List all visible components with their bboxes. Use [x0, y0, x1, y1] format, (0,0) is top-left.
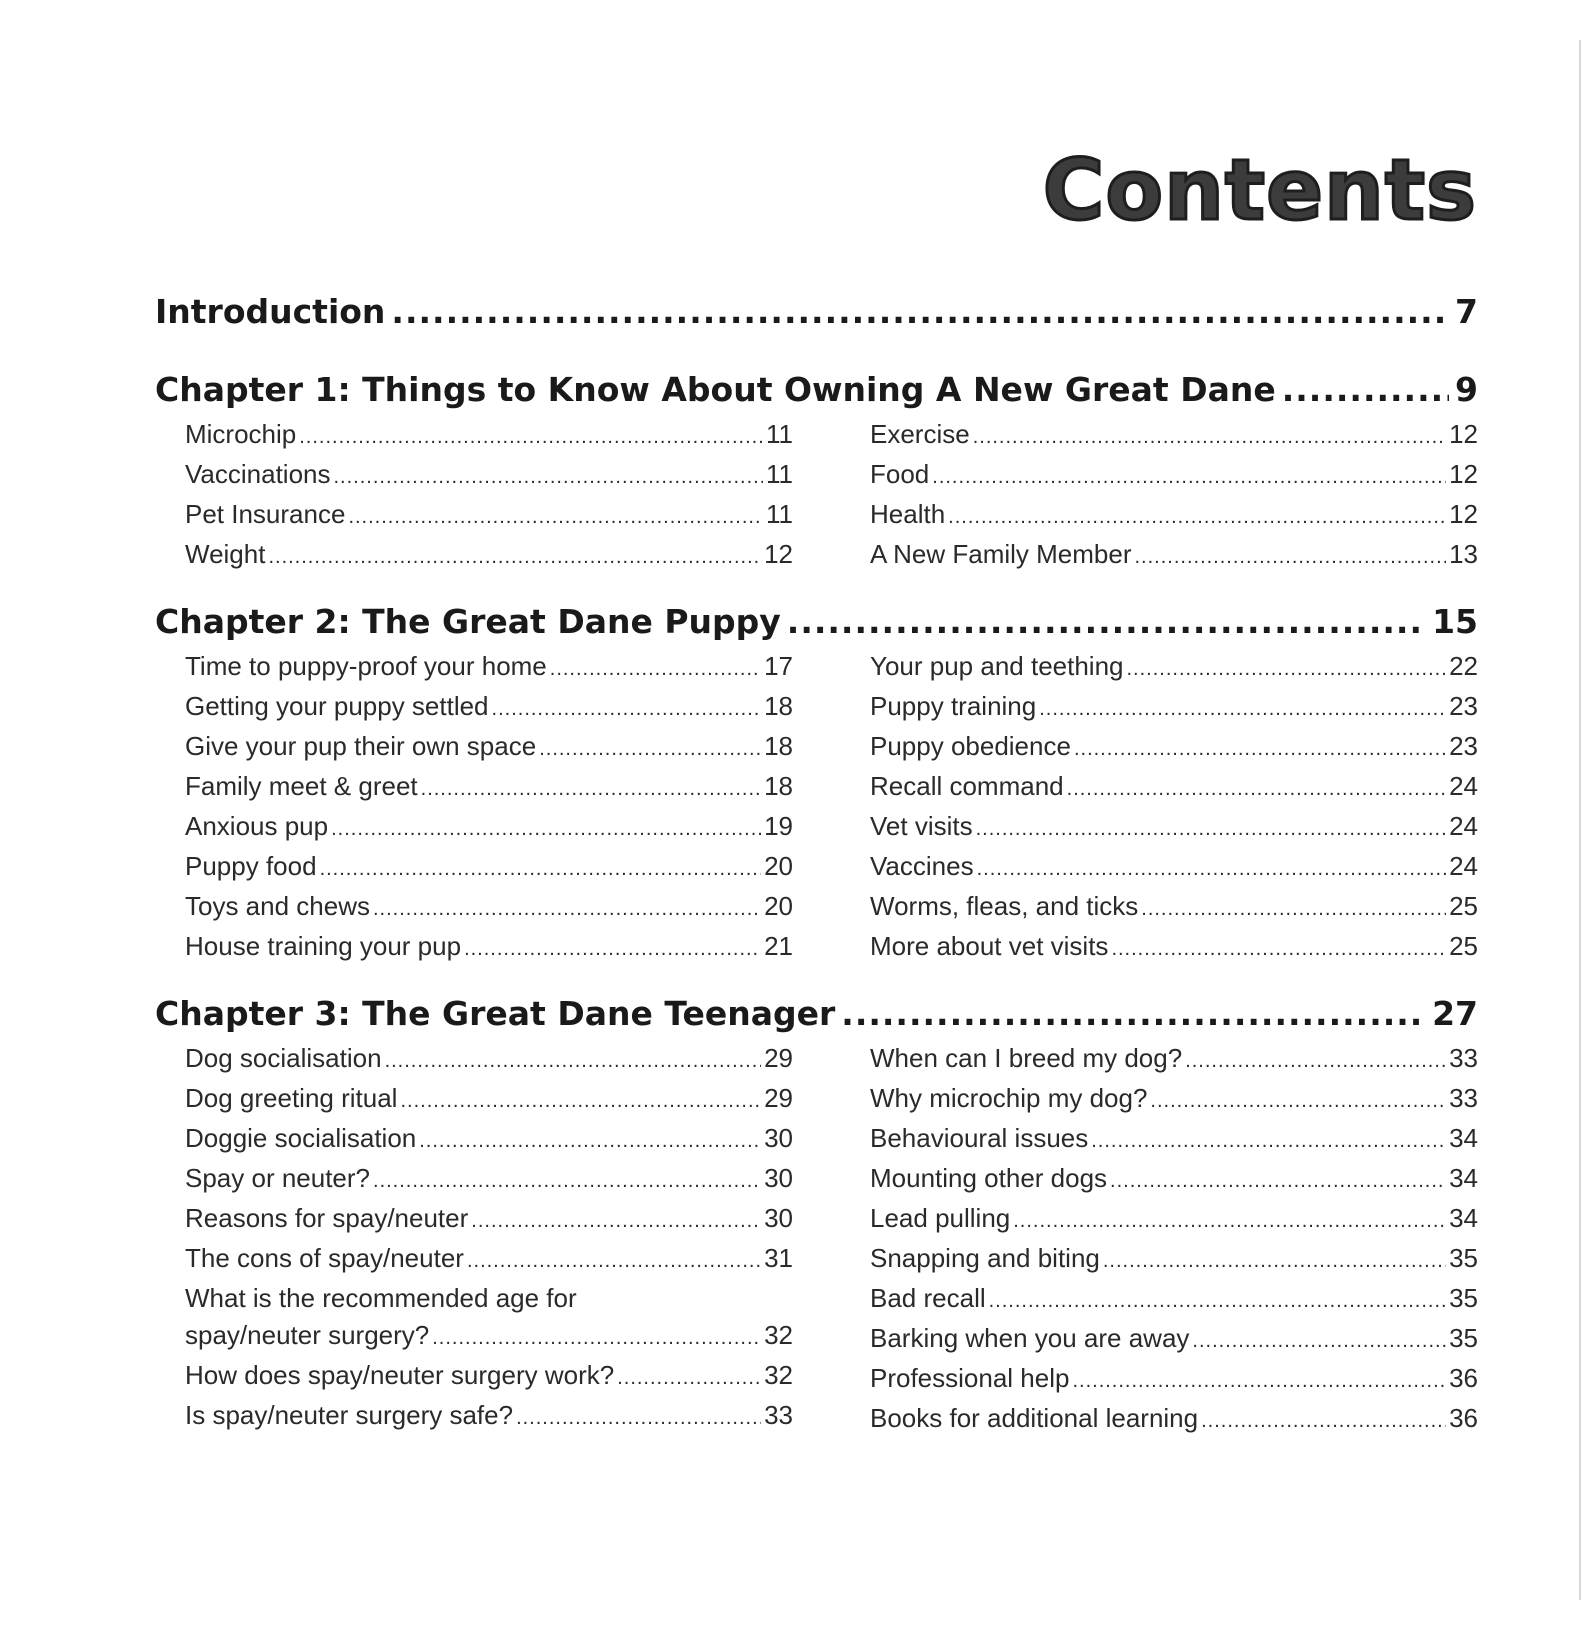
toc-entry-page: 13: [1449, 539, 1478, 569]
dot-leader: [299, 419, 763, 456]
toc-entry[interactable]: [185, 848, 793, 888]
toc-entry-label: How does spay/neuter surgery work?: [185, 1360, 615, 1390]
toc-entry-page: 36: [1449, 1363, 1478, 1393]
toc-entries-chapter-2: [155, 648, 1478, 968]
dot-leader: [1103, 1243, 1446, 1280]
toc-entry[interactable]: [870, 1160, 1478, 1200]
dot-leader: [948, 499, 1446, 536]
toc-heading-page: 15: [1432, 602, 1478, 641]
toc-entry-label: Spay or neuter?: [185, 1163, 371, 1193]
toc-entry[interactable]: [870, 848, 1478, 888]
toc-entry-label: Family meet & greet: [185, 771, 418, 801]
dot-leader: [1039, 691, 1446, 728]
toc-entry[interactable]: [870, 416, 1478, 456]
toc-entry-label: A New Family Member: [870, 539, 1132, 569]
toc-entry[interactable]: [870, 648, 1478, 688]
toc-heading-page: 9: [1455, 370, 1478, 409]
toc-entry-page: 11: [766, 499, 793, 529]
dot-leader: [1111, 931, 1446, 968]
toc-entry-label: Getting your puppy settled: [185, 691, 489, 721]
toc-entry-label: Is spay/neuter surgery safe?: [185, 1400, 514, 1430]
toc-entry[interactable]: [185, 496, 793, 536]
toc-entry-page: 21: [764, 931, 793, 961]
toc-section-chapter-1: [155, 368, 1478, 576]
toc-entry-page: 11: [766, 419, 793, 449]
dot-leader: [334, 459, 764, 496]
dot-leader: [268, 539, 761, 576]
toc-entry-page: 18: [764, 731, 793, 761]
toc-entry-label: Dog greeting ritual: [185, 1083, 398, 1113]
dot-leader: [467, 1243, 761, 1280]
dot-leader: [421, 771, 761, 808]
toc-entry-label: Your pup and teething: [870, 651, 1124, 681]
dot-leader: [932, 459, 1446, 496]
toc-heading-label: Chapter 2: The Great Dane Puppy: [155, 602, 781, 641]
dot-leader: [348, 499, 763, 536]
toc-entry[interactable]: [185, 808, 793, 848]
toc-entry-page: 29: [764, 1043, 793, 1073]
toc-section-chapter-2: [155, 600, 1478, 968]
dot-leader: [1135, 539, 1447, 576]
toc-entry-label: Exercise: [870, 419, 970, 449]
toc-entry-page: 35: [1449, 1243, 1478, 1273]
toc-entry-label: Barking when you are away: [870, 1323, 1190, 1353]
toc-entry[interactable]: [870, 808, 1478, 848]
toc-entry-label: Health: [870, 499, 946, 529]
toc-entry-label: Vaccinations: [185, 459, 331, 489]
dot-leader: [841, 992, 1426, 1036]
toc-entry[interactable]: [870, 1360, 1478, 1400]
toc-entry-page: 24: [1449, 851, 1478, 881]
toc-entry-label: Vaccines: [870, 851, 974, 881]
toc-entry[interactable]: [870, 1320, 1478, 1360]
toc-entry-label: Behavioural issues: [870, 1123, 1089, 1153]
page-edge-shadow: [1579, 40, 1581, 1600]
toc-heading-page: 7: [1455, 292, 1478, 331]
toc-entry-page: 33: [1449, 1043, 1478, 1073]
toc-entry-page: 31: [764, 1243, 793, 1273]
toc-column-left: [185, 648, 793, 968]
toc-entry[interactable]: [185, 1080, 793, 1120]
toc-entry-page: 17: [764, 651, 793, 681]
toc-entry-label: Lead pulling: [870, 1203, 1011, 1233]
toc-entry-label: Puppy food: [185, 851, 317, 881]
toc-heading-chapter-2[interactable]: [155, 600, 1478, 644]
dot-leader: [1072, 1363, 1446, 1400]
dot-leader: [391, 290, 1449, 334]
toc-heading-label: Chapter 3: The Great Dane Teenager: [155, 994, 836, 1033]
toc-entry[interactable]: [185, 1160, 793, 1200]
toc-entry-page: 34: [1449, 1163, 1478, 1193]
toc-entry-label-line-1: What is the recommended age for: [185, 1283, 577, 1313]
dot-leader: [516, 1400, 761, 1437]
toc-entry[interactable]: [870, 1040, 1478, 1080]
toc-entry[interactable]: [185, 1357, 793, 1397]
dot-leader: [432, 1320, 761, 1357]
toc-entry-label: Dog socialisation: [185, 1043, 382, 1073]
toc-entry-label: Toys and chews: [185, 891, 370, 921]
toc-entry-page: 12: [1449, 459, 1478, 489]
toc-entry[interactable]: [870, 496, 1478, 536]
toc-column-right: [870, 1040, 1478, 1440]
toc-entry-label: Reasons for spay/neuter: [185, 1203, 469, 1233]
dot-leader: [1067, 771, 1446, 808]
toc-entry-line-2: [185, 1317, 793, 1357]
dot-leader: [977, 851, 1447, 888]
toc-entry-page: 18: [764, 691, 793, 721]
toc-entry-page: 23: [1449, 691, 1478, 721]
toc-entry-label: Doggie socialisation: [185, 1123, 417, 1153]
toc-entry-label: Worms, fleas, and ticks: [870, 891, 1139, 921]
dot-leader: [1141, 891, 1446, 928]
toc-entry[interactable]: [870, 1200, 1478, 1240]
toc-entry[interactable]: [185, 416, 793, 456]
toc-heading-introduction[interactable]: [155, 290, 1478, 334]
toc-entry-label: Bad recall: [870, 1283, 986, 1313]
dot-leader: [787, 600, 1426, 644]
dot-leader: [976, 811, 1446, 848]
dot-leader: [1074, 731, 1446, 768]
toc-entry-label: Anxious pup: [185, 811, 329, 841]
toc-entry-page: 33: [1449, 1083, 1478, 1113]
dot-leader: [400, 1083, 761, 1120]
toc-entry[interactable]: [185, 888, 793, 928]
toc-entry[interactable]: [185, 1040, 793, 1080]
toc-heading-page: 27: [1432, 994, 1478, 1033]
toc-entry[interactable]: [185, 648, 793, 688]
toc-entry-label: Recall command: [870, 771, 1064, 801]
toc-entry[interactable]: [185, 1200, 793, 1240]
toc-entry-page: 20: [764, 891, 793, 921]
toc-entry[interactable]: [870, 1280, 1478, 1320]
dot-leader: [550, 651, 761, 688]
toc-entry[interactable]: [870, 1120, 1478, 1160]
toc-entry-page: 33: [764, 1400, 793, 1430]
dot-leader: [1201, 1403, 1446, 1440]
toc-entry-label: Microchip: [185, 419, 297, 449]
toc-entry-label: Puppy training: [870, 691, 1037, 721]
toc-entry-label: Vet visits: [870, 811, 973, 841]
dot-leader: [973, 419, 1446, 456]
toc-entry[interactable]: [870, 1080, 1478, 1120]
toc-entry[interactable]: [185, 688, 793, 728]
toc-entry-label: Give your pup their own space: [185, 731, 537, 761]
dot-leader: [419, 1123, 761, 1160]
toc-heading-chapter-1[interactable]: [155, 368, 1478, 412]
dot-leader: [1192, 1323, 1446, 1360]
toc-entry-page: 24: [1449, 771, 1478, 801]
toc-column-left: [185, 416, 793, 576]
toc-entry[interactable]: [185, 928, 793, 968]
toc-entry-page: 12: [764, 539, 793, 569]
toc-heading-chapter-3[interactable]: [155, 992, 1478, 1036]
dot-leader: [1110, 1163, 1446, 1200]
dot-leader: [539, 731, 761, 768]
dot-leader: [373, 1163, 761, 1200]
toc-entry-label: Snapping and biting: [870, 1243, 1100, 1273]
page-title: Contents: [1042, 141, 1477, 239]
toc-entry[interactable]: [870, 1400, 1478, 1440]
toc-entry-page: 36: [1449, 1403, 1478, 1433]
toc-entry[interactable]: [185, 536, 793, 576]
toc-entry[interactable]: [870, 688, 1478, 728]
toc-entry-label: Why microchip my dog?: [870, 1083, 1148, 1113]
toc-entry-page: 32: [764, 1360, 793, 1390]
toc-entry-label: Weight: [185, 539, 266, 569]
toc-entry[interactable]: [185, 1280, 793, 1357]
toc-entry-page: 30: [764, 1203, 793, 1233]
dot-leader: [464, 931, 761, 968]
toc-entry-page: 25: [1449, 931, 1478, 961]
dot-leader: [373, 891, 761, 928]
toc-entry-label: Food: [870, 459, 930, 489]
toc-entry-page: 12: [1449, 419, 1478, 449]
toc-entry-page: 30: [764, 1123, 793, 1153]
toc-column-left: [185, 1040, 793, 1440]
toc-entry-label-line-2: spay/neuter surgery?: [185, 1320, 430, 1350]
toc-entry[interactable]: [185, 456, 793, 496]
toc-entry-label: Professional help: [870, 1363, 1070, 1393]
toc-entry-page: 25: [1449, 891, 1478, 921]
toc-entry-page: 19: [764, 811, 793, 841]
toc-entry-label: More about vet visits: [870, 931, 1109, 961]
toc-entry-page: 11: [766, 459, 793, 489]
toc-entry-page: 18: [764, 771, 793, 801]
dot-leader: [320, 851, 762, 888]
toc-entry-label: Books for additional learning: [870, 1403, 1199, 1433]
dot-leader: [1185, 1043, 1446, 1080]
dot-leader: [1150, 1083, 1446, 1120]
dot-leader: [471, 1203, 761, 1240]
toc-heading-label: Introduction: [155, 292, 386, 331]
dot-leader: [492, 691, 762, 728]
toc-entry[interactable]: [185, 1120, 793, 1160]
toc-entries-chapter-3: [155, 1040, 1478, 1440]
toc-entry-label: When can I breed my dog?: [870, 1043, 1183, 1073]
toc-heading-label: Chapter 1: Things to Know About Owning A New Great Dane: [155, 370, 1276, 409]
toc-entry-page: 29: [764, 1083, 793, 1113]
toc-entries-chapter-1: [155, 416, 1478, 576]
toc-entry[interactable]: [870, 768, 1478, 808]
dot-leader: [1013, 1203, 1446, 1240]
toc-entry-label: House training your pup: [185, 931, 462, 961]
dot-leader: [1091, 1123, 1446, 1160]
dot-leader: [617, 1360, 761, 1397]
toc-entry[interactable]: [870, 456, 1478, 496]
toc-entry-label: The cons of spay/neuter: [185, 1243, 464, 1273]
toc-entry-page: 20: [764, 851, 793, 881]
toc-column-right: [870, 416, 1478, 576]
toc-entry-page: 24: [1449, 811, 1478, 841]
dot-leader: [1127, 651, 1447, 688]
toc-section-chapter-3: [155, 992, 1478, 1440]
toc-entry-page: 12: [1449, 499, 1478, 529]
toc-entry[interactable]: [870, 888, 1478, 928]
toc-entry-label: Time to puppy-proof your home: [185, 651, 547, 681]
toc-entry[interactable]: [870, 1240, 1478, 1280]
toc-entry[interactable]: [185, 1397, 793, 1437]
toc-entry[interactable]: [870, 928, 1478, 968]
toc-entry[interactable]: [870, 728, 1478, 768]
toc-entry-page: 30: [764, 1163, 793, 1193]
toc-entry[interactable]: [185, 1240, 793, 1280]
dot-leader: [1282, 368, 1449, 412]
toc-entry-label: Pet Insurance: [185, 499, 346, 529]
toc-entry-page: 35: [1449, 1323, 1478, 1353]
dot-leader: [989, 1283, 1446, 1320]
toc-entry-page: 22: [1449, 651, 1478, 681]
toc-entry-page: 32: [764, 1320, 793, 1350]
dot-leader: [331, 811, 761, 848]
toc-entry-page: 34: [1449, 1203, 1478, 1233]
toc-entry-page: 34: [1449, 1123, 1478, 1153]
toc-entry[interactable]: [870, 536, 1478, 576]
toc-entry-page: 23: [1449, 731, 1478, 761]
toc-entry-label: Puppy obedience: [870, 731, 1071, 761]
toc-section-introduction: [155, 290, 1478, 334]
toc-entry-page: 35: [1449, 1283, 1478, 1313]
table-of-contents: [155, 290, 1478, 1464]
toc-entry[interactable]: [185, 768, 793, 808]
toc-column-right: [870, 648, 1478, 968]
dot-leader: [385, 1043, 762, 1080]
toc-entry-label: Mounting other dogs: [870, 1163, 1108, 1193]
toc-entry[interactable]: [185, 728, 793, 768]
